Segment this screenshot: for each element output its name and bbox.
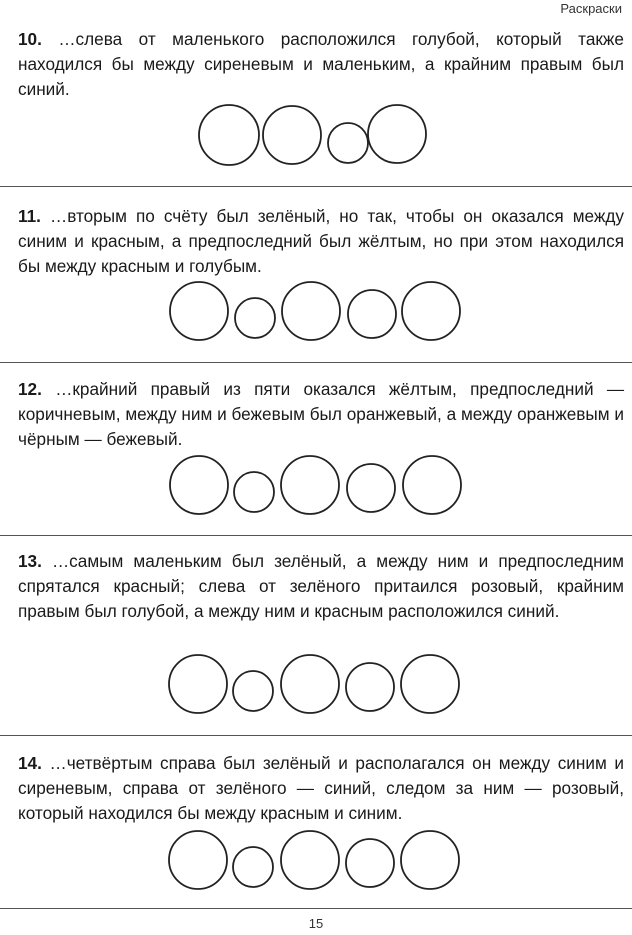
coloring-circle[interactable] [234,472,274,512]
coloring-circle[interactable] [328,123,368,163]
coloring-circle[interactable] [282,282,340,340]
coloring-circle[interactable] [402,282,460,340]
coloring-circle[interactable] [346,663,394,711]
task-number: 12. [18,379,42,399]
coloring-circle[interactable] [347,464,395,512]
coloring-circle[interactable] [368,105,426,163]
coloring-circle[interactable] [281,655,339,713]
coloring-circle[interactable] [169,655,227,713]
coloring-circle[interactable] [233,671,273,711]
task-number: 11. [18,206,41,226]
task-text: …вторым по счёту был зелёный, но так, чтобы он оказался между синим и красным, а предпоследний был жёлтым, но при этом находился бы между красным и голубым. [18,206,624,276]
task-text: …четвёртым справа был зелёный и располагался он между синим и сиреневым, справа от зелёного — синий, следом за ним — розовый, который находился бы между красным и синим. [18,753,624,823]
task-text: …слева от маленького расположился голубой, который также находился бы между сиреневым и маленьким, а крайним правым был синий. [18,29,624,99]
coloring-circle[interactable] [281,831,339,889]
coloring-circle[interactable] [170,282,228,340]
coloring-circle[interactable] [281,456,339,514]
coloring-circle[interactable] [263,106,321,164]
coloring-circle[interactable] [403,456,461,514]
task-number: 14. [18,753,42,773]
coloring-circle[interactable] [348,290,396,338]
task-number: 10. [18,29,42,49]
section-header: Раскраски [560,1,622,16]
page-number: 15 [308,916,324,931]
task-text: …самым маленьким был зелёный, а между ним и предпоследним спрятался красный; слева от зелёного притаился розовый, крайним правым был голубой, а между ним и красным расположился синий. [18,551,624,621]
coloring-circle[interactable] [199,105,259,165]
coloring-circle[interactable] [170,456,228,514]
coloring-circle[interactable] [401,655,459,713]
coloring-circle[interactable] [401,831,459,889]
task-text: …крайний правый из пяти оказался жёлтым, предпоследний — коричневым, между ним и бежевым был оранжевый, а между оранжевым и чёрным — бежевый. [18,379,625,449]
task-number: 13. [18,551,42,571]
coloring-circle[interactable] [169,831,227,889]
coloring-circle[interactable] [235,298,275,338]
coloring-circle[interactable] [346,839,394,887]
coloring-circle[interactable] [233,847,273,887]
